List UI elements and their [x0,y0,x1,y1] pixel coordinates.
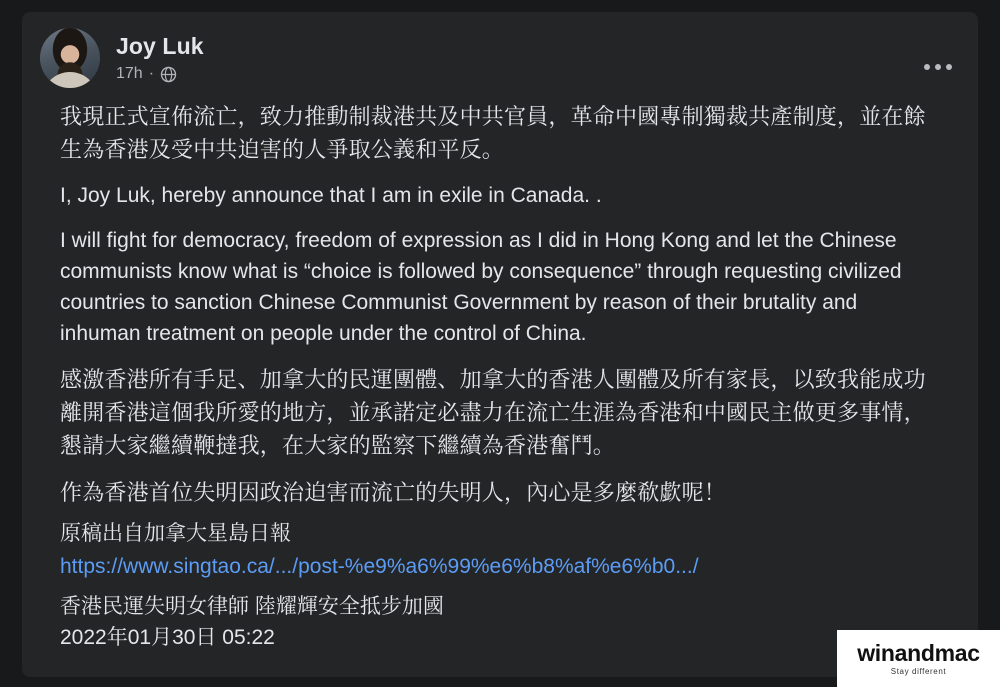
ellipsis-dot [935,64,941,70]
avatar[interactable] [40,28,100,88]
post-meta [116,65,204,83]
globe-icon[interactable] [160,66,177,83]
post-paragraph: 感激香港所有手足、加拿大的民運團體、加拿大的香港人團體及所有家長，以致我能成功離開香港這個我所愛的地方，並承諾定必盡力在流亡生涯為香港和中國民主做更多事情，懇請大家繼續鞭撻我，在大家的監察下繼續為香港奮鬥。 [60,367,926,458]
post-body [22,92,978,653]
post-footer-date: 2022年01月30日 05:22 [60,626,275,649]
ellipsis-dot [924,64,930,70]
post-paragraph: 作為香港首位失明因政治迫害而流亡的失明人，內心是多麼欷歔呢！ [60,480,727,505]
post-timestamp[interactable]: 17h [116,65,143,82]
post-header [22,12,978,92]
facebook-post-card [22,12,978,677]
post-paragraph: I will fight for democracy, freedom of expression as I did in Hong Kong and let the Chinese communists know what is “choice is followed by consequence” through requesting civilized countries to sanction Chinese Communist Government by reason of their brutality and inhuman treatment on people under the control of China. [60,229,902,345]
watermark-and: and [894,640,935,666]
post-author-name[interactable]: Joy Luk [116,33,204,59]
meta-separator: · [148,65,155,82]
post-author-block [116,28,204,83]
post-link[interactable]: https://www.singtao.ca/.../post-%e9%a6%99%e6%b8%af%e6%b0.../ [60,555,699,578]
watermark-wordmark [857,641,980,666]
post-source-note: 原稿出自加拿大星島日報 [60,522,291,545]
watermark-mac: mac [934,640,980,666]
post-paragraph: 我現正式宣佈流亡，致力推動制裁港共及中共官員，革命中國專制獨裁共產制度，並在餘生為香港及受中共迫害的人爭取公義和平反。 [60,104,926,162]
ellipsis-icon[interactable] [920,56,956,78]
ellipsis-dot [946,64,952,70]
post-paragraph: I, Joy Luk, hereby announce that I am in exile in Canada. . [60,184,602,207]
watermark-win: win [857,640,895,666]
watermark-tagline: Stay different [890,667,947,676]
post-footer-title: 香港民運失明女律師 陸耀輝安全抵步加國 [60,595,444,618]
watermark [837,630,1000,687]
